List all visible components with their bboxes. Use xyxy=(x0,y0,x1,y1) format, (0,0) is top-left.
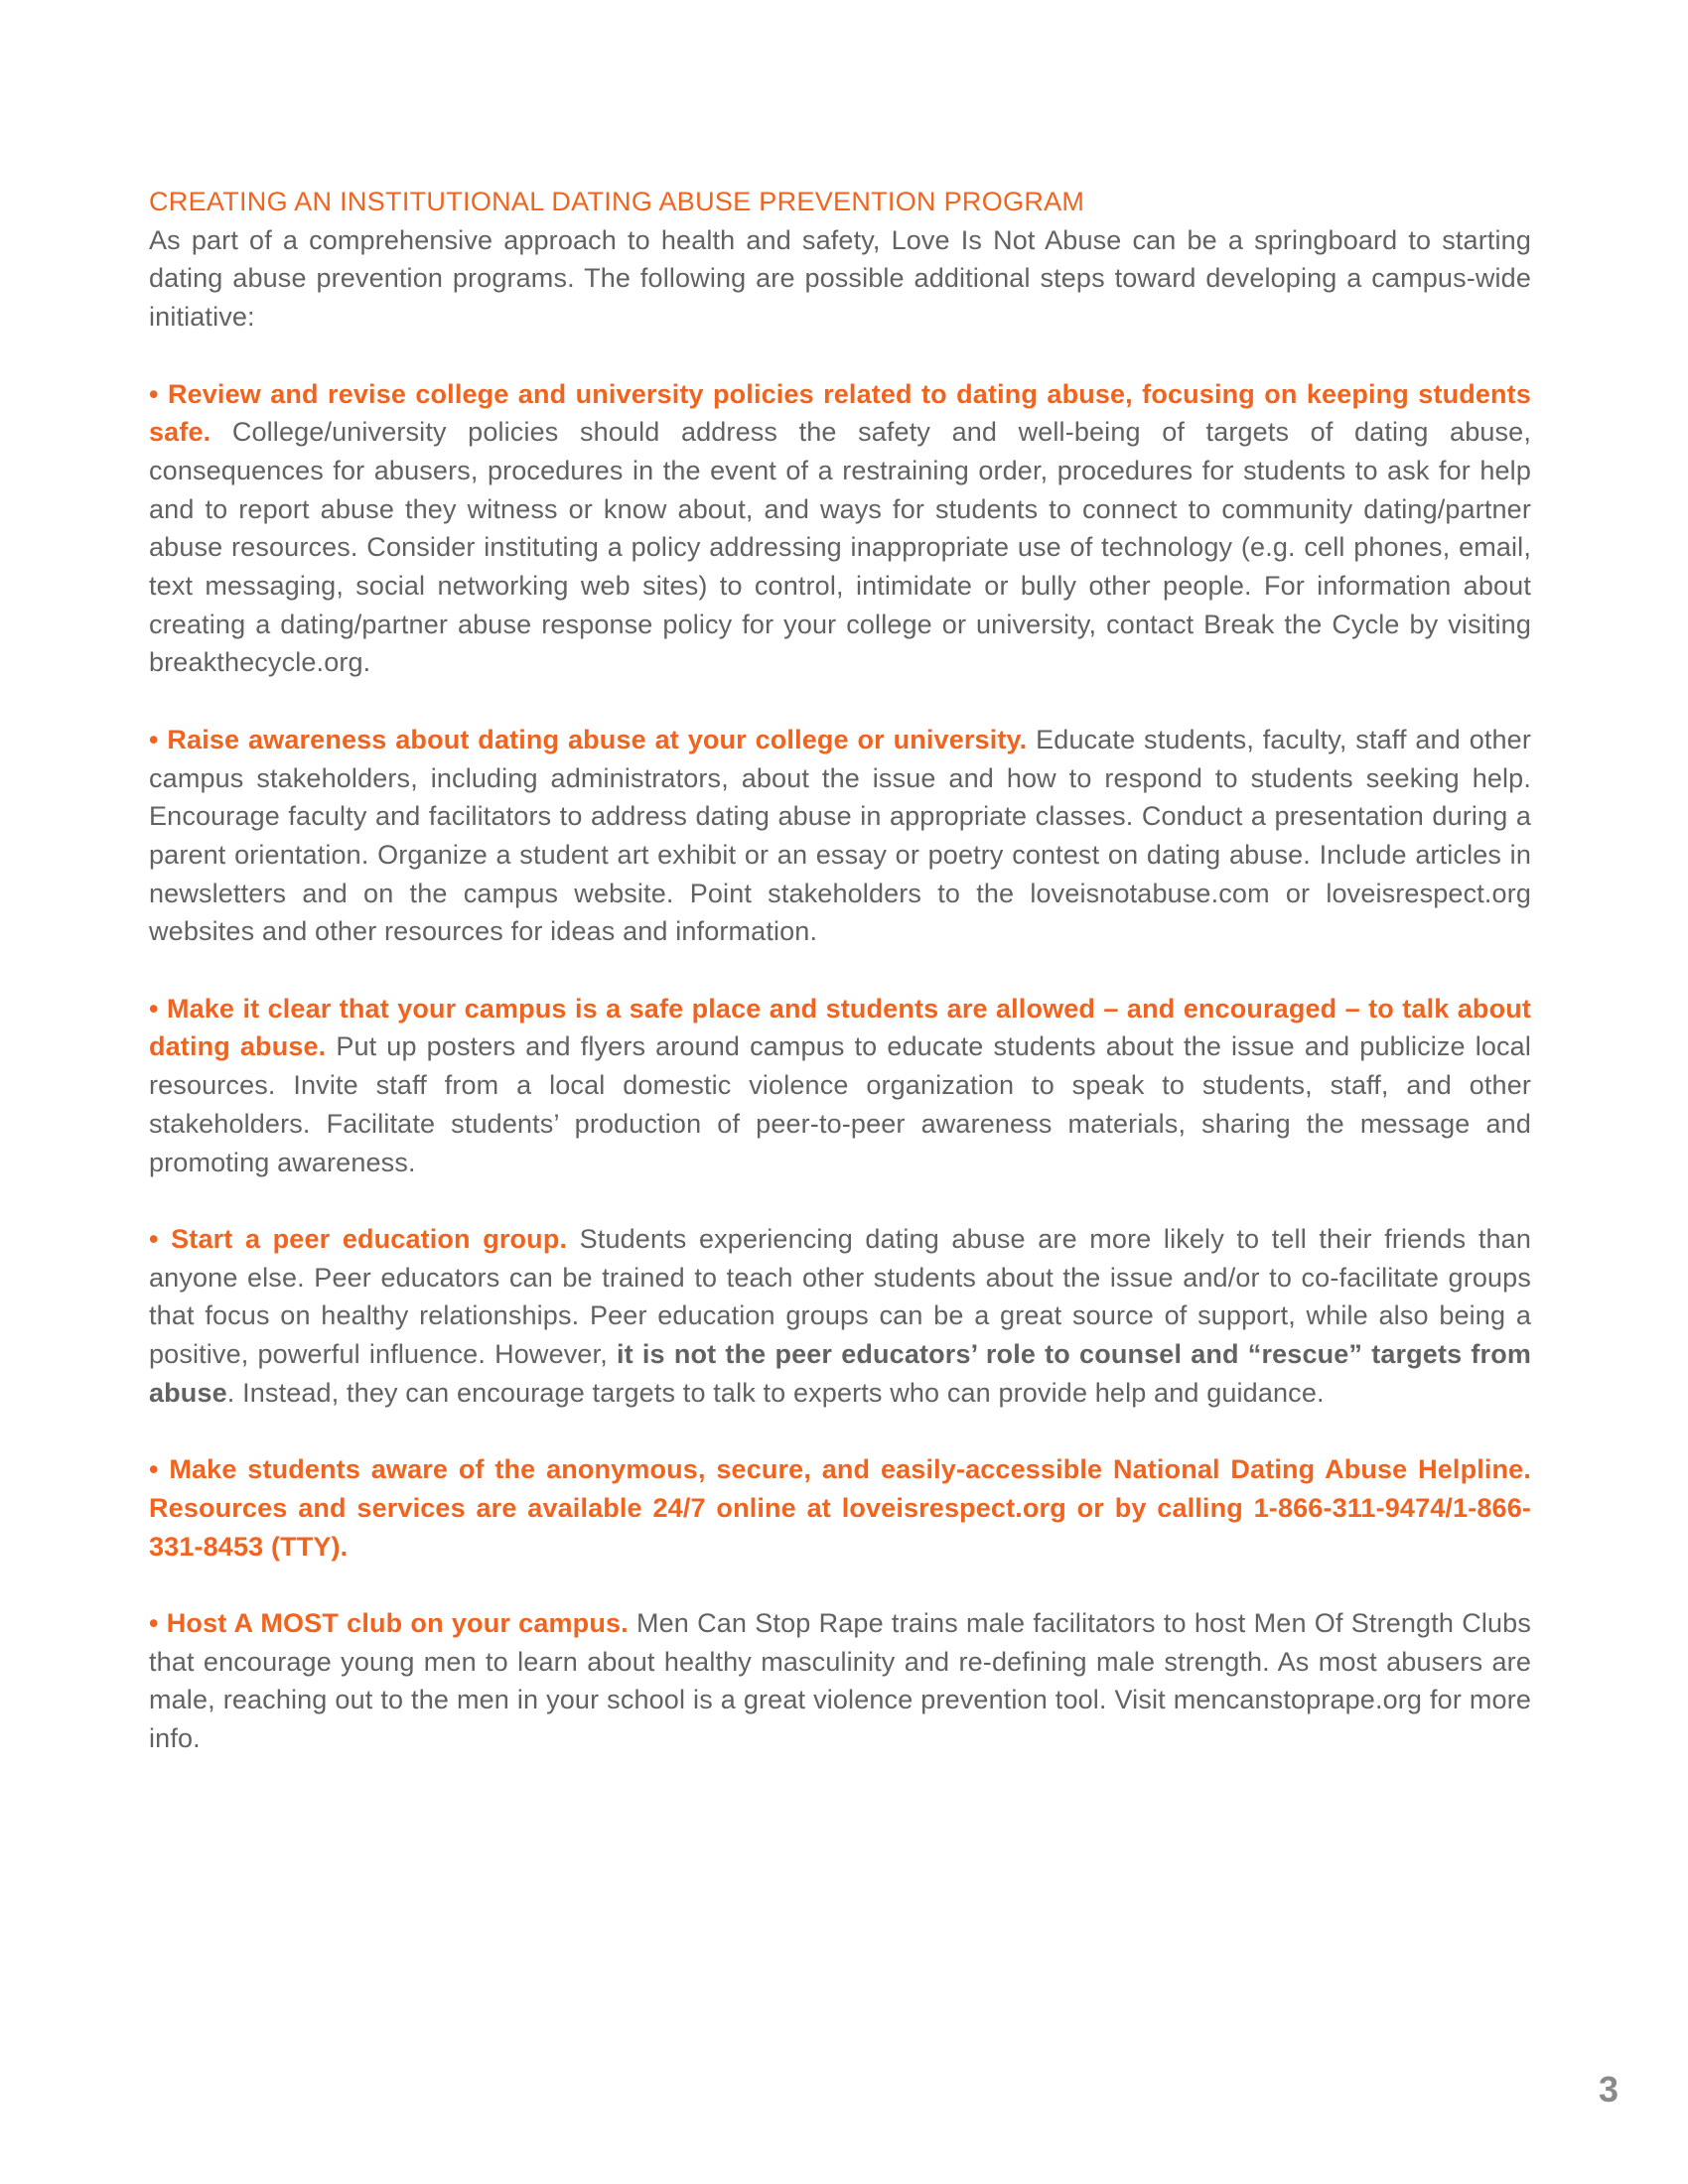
step-body: Educate students, faculty, staff and other campus stakeholders, including administrators, about the issue and how to respond to students seeking help. Encourage faculty and facilitators to address dating abuse in appropriate classes. Conduct a presentation during a parent orientation. Organize a student art exhibit or an essay or poetry contest on dating abuse. Include articles in newsletters and on the campus website. Point stakeholders to the loveisnotabuse.com or loveisrespect.org websites and other resources for ideas and information. xyxy=(149,724,1531,947)
step-lead: • Make it clear that your campus is a safe place and students are allowed – and encouraged – to talk about dating abuse. xyxy=(149,993,1531,1062)
step-safe-place xyxy=(149,990,1531,1182)
step-lead: • Review and revise college and university policies related to dating abuse, focusing on keeping students safe. xyxy=(149,378,1531,448)
step-helpline xyxy=(149,1450,1531,1566)
step-lead: • Start a peer education group. xyxy=(149,1223,568,1254)
step-body: Put up posters and flyers around campus to educate students about the issue and publicize local resources. Invite staff from a local domestic violence organization to speak to students, staff, and other stakeholders. Facilitate students’ production of peer-to-peer awareness materials, sharing the message and promoting awareness. xyxy=(149,1031,1531,1177)
section-heading: CREATING AN INSTITUTIONAL DATING ABUSE PREVENTION PROGRAM xyxy=(149,187,1085,216)
step-body: Students experiencing dating abuse are more likely to tell their friends than anyone else. Peer educators can be trained to teach other students about the issue and/or to co-facilitate groups that focus on healthy relationships. Peer education groups can be a great source of support, while also being a positive, powerful influence. However, xyxy=(149,1223,1531,1370)
step-lead: • Make students aware of the anonymous, secure, and easily-accessible National Dating Abuse Helpline. Resources and services are available 24/7 online at loveisrespect.org or by calling 1-866-311-9474/1-866-331-8453 (TTY). xyxy=(149,1454,1531,1562)
step-body: College/university policies should address the safety and well-being of targets of dating abuse, consequences for abusers, procedures in the event of a restraining order, procedures for students to ask for help and to report abuse they witness or know about, and ways for students to connect to community dating/partner abuse resources. Consider instituting a policy addressing inappropriate use of technology (e.g. cell phones, email, text messaging, social networking web sites) to control, intimidate or bully other people. For information about creating a dating/partner abuse response policy for your college or university, contact Break the Cycle by visiting breakthecycle.org. xyxy=(149,417,1531,678)
step-emphasis: it is not the peer educators’ role to counsel and “rescue” targets from abuse xyxy=(149,1339,1531,1408)
step-body-continued: . Instead, they can encourage targets to talk to experts who can provide help and guidance. xyxy=(226,1377,1325,1408)
step-most-club xyxy=(149,1604,1531,1758)
step-lead: • Host A MOST club on your campus. xyxy=(149,1607,629,1638)
step-awareness xyxy=(149,721,1531,951)
step-policies xyxy=(149,375,1531,683)
step-peer-education xyxy=(149,1220,1531,1413)
page-number: 3 xyxy=(1599,2069,1619,2110)
step-body: Men Can Stop Rape trains male facilitators to host Men Of Strength Clubs that encourage young men to learn about healthy masculinity and re-defining male strength. As most abusers are male, reaching out to the men in your school is a great violence prevention tool. Visit mencanstoprape.org for more info. xyxy=(149,1607,1531,1754)
intro-paragraph: As part of a comprehensive approach to health and safety, Love Is Not Abuse can be a springboard to starting dating abuse prevention programs. The following are possible additional steps toward developing a campus-wide initiative: xyxy=(149,224,1531,333)
page-content xyxy=(149,183,1531,1758)
step-lead: • Raise awareness about dating abuse at your college or university. xyxy=(149,724,1028,754)
